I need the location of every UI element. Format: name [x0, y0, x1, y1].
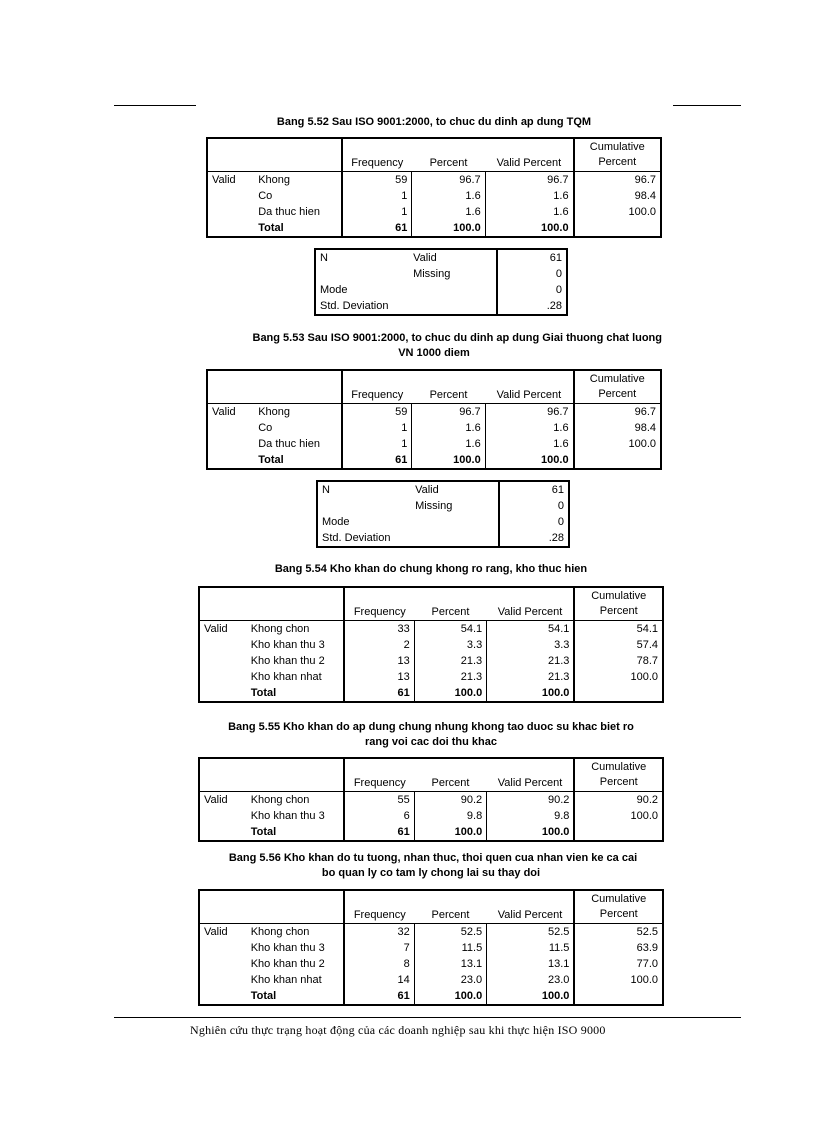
table-title-5-54: Bang 5.54 Kho khan do chung khong ro rang, kho thuc hien: [274, 563, 588, 575]
stat-missing-value: 0: [499, 498, 569, 514]
col-percent: Percent: [414, 587, 486, 621]
col-cumulative-percent: Cumulative Percent: [574, 890, 663, 924]
page-footer: Nghiên cứu thực trạng hoạt động của các doanh nghiệp sau khi thực hiện ISO 9000: [190, 1023, 606, 1037]
group-label: Valid: [212, 174, 236, 186]
frequency-table-5-54: [198, 586, 664, 703]
cell-cumulative-percent: 78.7: [574, 653, 663, 669]
table-row: [199, 653, 663, 669]
total-percent: 100.0: [414, 988, 486, 1005]
table-row: [199, 940, 663, 956]
cell-valid-percent: 96.7: [485, 404, 573, 421]
cell-cumulative-percent: 100.0: [574, 204, 661, 220]
group-label: Valid: [212, 406, 236, 418]
table-row: [207, 204, 661, 220]
stats-row-valid: [317, 481, 569, 498]
table-row: [199, 956, 663, 972]
cell-frequency: 55: [344, 792, 414, 809]
table-title-5-55-line2: rang voi cac doi thu khac: [364, 736, 498, 748]
stat-mode-value: 0: [499, 514, 569, 530]
table-row: [207, 404, 661, 421]
cell-valid-percent: 9.8: [487, 808, 575, 824]
total-percent: 100.0: [412, 452, 485, 469]
cell-cumulative-percent: 63.9: [574, 940, 663, 956]
cell-percent: 96.7: [412, 404, 485, 421]
table-header-row: [199, 890, 663, 924]
cell-frequency: 13: [344, 653, 414, 669]
cell-cumulative-percent: 52.5: [574, 924, 663, 941]
cell-valid-percent: 52.5: [487, 924, 575, 941]
stat-sd-label: Std. Deviation: [322, 532, 391, 544]
total-valid-percent: 100.0: [487, 824, 575, 841]
col-cumulative-percent: Cumulative Percent: [574, 370, 661, 404]
total-frequency: 61: [344, 988, 414, 1005]
col-percent: Percent: [414, 890, 486, 924]
cell-percent: 52.5: [414, 924, 486, 941]
row-label: Kho khan thu 2: [250, 655, 325, 667]
total-valid-percent: 100.0: [487, 685, 575, 702]
stats-row-sd: [315, 298, 567, 315]
table-title-5-53-line1: Bang 5.53 Sau ISO 9001:2000, to chuc du dinh ap dung Giai thuong chat luong: [252, 332, 662, 344]
row-label: Kho khan thu 3: [250, 942, 325, 954]
cell-percent: 9.8: [414, 808, 486, 824]
row-label: Co: [258, 190, 273, 202]
total-frequency: 61: [342, 220, 412, 237]
cell-cumulative-percent: 57.4: [574, 637, 663, 653]
cell-percent: 13.1: [414, 956, 486, 972]
table-header-row: [207, 370, 661, 404]
cell-valid-percent: 1.6: [485, 420, 573, 436]
table-row: [199, 924, 663, 941]
total-valid-percent: 100.0: [485, 220, 573, 237]
cell-frequency: 32: [344, 924, 414, 941]
table-row: [207, 436, 661, 452]
group-label: Valid: [204, 926, 228, 938]
total-label: Total: [250, 990, 277, 1002]
cell-percent: 21.3: [414, 653, 486, 669]
stats-row-missing: [317, 498, 569, 514]
footer-rule: [114, 1017, 741, 1018]
col-cumulative-percent: Cumulative Percent: [574, 758, 663, 792]
cell-valid-percent: 1.6: [485, 188, 573, 204]
stats-row-sd: [317, 530, 569, 547]
cell-valid-percent: 21.3: [487, 669, 575, 685]
table-row: [199, 621, 663, 638]
statistics-table-5-52: [314, 248, 568, 316]
cell-frequency: 1: [342, 420, 412, 436]
stat-sd-value: .28: [499, 530, 569, 547]
cell-frequency: 33: [344, 621, 414, 638]
cell-cumulative-percent: 100.0: [574, 436, 661, 452]
cell-cumulative-percent: 90.2: [574, 792, 663, 809]
col-valid-percent: Valid Percent: [487, 587, 575, 621]
row-label: Khong chon: [250, 926, 310, 938]
cell-frequency: 1: [342, 436, 412, 452]
col-cumulative-percent: Cumulative Percent: [574, 138, 661, 172]
table-row: [207, 188, 661, 204]
cell-percent: 90.2: [414, 792, 486, 809]
table-row: [207, 172, 661, 189]
cell-percent: 1.6: [412, 204, 485, 220]
frequency-table-5-55: [198, 757, 664, 842]
cell-cumulative-percent: 98.4: [574, 188, 661, 204]
stat-valid-value: 61: [497, 249, 567, 266]
total-frequency: 61: [344, 685, 414, 702]
cell-valid-percent: 1.6: [485, 204, 573, 220]
table-row: [199, 808, 663, 824]
col-frequency: Frequency: [344, 587, 414, 621]
cell-cumulative-percent: 98.4: [574, 420, 661, 436]
cell-cumulative-percent: 96.7: [574, 404, 661, 421]
cell-frequency: 59: [342, 172, 412, 189]
group-label: Valid: [204, 794, 228, 806]
group-label: Valid: [204, 623, 228, 635]
cell-valid-percent: 54.1: [487, 621, 575, 638]
cell-valid-percent: 23.0: [487, 972, 575, 988]
cell-cumulative-percent: 77.0: [574, 956, 663, 972]
table-total-row: [199, 824, 663, 841]
header-rule-left: [114, 105, 196, 106]
cell-percent: 1.6: [412, 436, 485, 452]
stats-row-valid: [315, 249, 567, 266]
total-valid-percent: 100.0: [487, 988, 575, 1005]
col-cumulative-percent: Cumulative Percent: [574, 587, 663, 621]
stat-sd-value: .28: [497, 298, 567, 315]
col-valid-percent: Valid Percent: [487, 758, 575, 792]
stat-mode-value: 0: [497, 282, 567, 298]
table-total-row: [199, 988, 663, 1005]
stat-missing-value: 0: [497, 266, 567, 282]
total-frequency: 61: [344, 824, 414, 841]
stats-row-missing: [315, 266, 567, 282]
col-frequency: Frequency: [344, 758, 414, 792]
row-label: Da thuc hien: [258, 206, 320, 218]
cell-percent: 96.7: [412, 172, 485, 189]
total-label: Total: [250, 687, 277, 699]
cell-frequency: 6: [344, 808, 414, 824]
cell-frequency: 14: [344, 972, 414, 988]
stat-sd-label: Std. Deviation: [320, 300, 389, 312]
table-total-row: [199, 685, 663, 702]
stat-valid-label: Valid: [413, 252, 437, 264]
frequency-table-5-56: [198, 889, 664, 1006]
row-label: Kho khan nhat: [250, 974, 322, 986]
cell-frequency: 7: [344, 940, 414, 956]
stat-mode-label: Mode: [320, 284, 348, 296]
stat-valid-value: 61: [499, 481, 569, 498]
cell-frequency: 1: [342, 188, 412, 204]
cell-percent: 21.3: [414, 669, 486, 685]
cell-valid-percent: 90.2: [487, 792, 575, 809]
total-label: Total: [250, 826, 277, 838]
cell-cumulative-percent: 100.0: [574, 669, 663, 685]
statistics-table-5-53: [316, 480, 570, 548]
cell-percent: 1.6: [412, 420, 485, 436]
cell-cumulative-percent: 96.7: [574, 172, 661, 189]
table-title-5-53-line2: VN 1000 diem: [398, 347, 470, 359]
cell-valid-percent: 3.3: [487, 637, 575, 653]
stats-row-mode: [317, 514, 569, 530]
col-valid-percent: Valid Percent: [485, 370, 573, 404]
col-frequency: Frequency: [342, 370, 412, 404]
cell-cumulative-percent: 100.0: [574, 972, 663, 988]
stat-valid-label: Valid: [415, 484, 439, 496]
row-label: Kho khan nhat: [250, 671, 322, 683]
cell-frequency: 2: [344, 637, 414, 653]
col-percent: Percent: [412, 138, 485, 172]
table-title-5-56-line1: Bang 5.56 Kho khan do tu tuong, nhan thuc, thoi quen cua nhan vien ke ca cai: [228, 852, 638, 864]
frequency-table-5-52: [206, 137, 662, 238]
row-label: Kho khan thu 2: [250, 958, 325, 970]
col-valid-percent: Valid Percent: [485, 138, 573, 172]
col-valid-percent: Valid Percent: [487, 890, 575, 924]
total-label: Total: [258, 222, 284, 234]
table-header-row: [199, 587, 663, 621]
total-valid-percent: 100.0: [485, 452, 573, 469]
row-label: Kho khan thu 3: [250, 810, 325, 822]
table-row: [207, 420, 661, 436]
total-percent: 100.0: [414, 824, 486, 841]
row-label: Khong: [258, 174, 291, 186]
table-title-5-55-line1: Bang 5.55 Kho khan do ap dung chung nhung khong tao duoc su khac biet ro: [228, 721, 634, 733]
row-label: Khong chon: [250, 794, 310, 806]
cell-percent: 11.5: [414, 940, 486, 956]
table-total-row: [207, 452, 661, 469]
cell-cumulative-percent: 100.0: [574, 808, 663, 824]
cell-frequency: 1: [342, 204, 412, 220]
cell-percent: 54.1: [414, 621, 486, 638]
cell-percent: 1.6: [412, 188, 485, 204]
row-label: Co: [258, 422, 273, 434]
row-label: Kho khan thu 3: [250, 639, 325, 651]
total-percent: 100.0: [412, 220, 485, 237]
stat-missing-label: Missing: [415, 500, 453, 512]
table-row: [199, 669, 663, 685]
total-percent: 100.0: [414, 685, 486, 702]
cell-percent: 23.0: [414, 972, 486, 988]
col-percent: Percent: [412, 370, 485, 404]
cell-valid-percent: 11.5: [487, 940, 575, 956]
row-label: Khong: [258, 406, 291, 418]
table-title-5-56-line2: bo quan ly co tam ly chong lai su thay doi: [321, 867, 541, 879]
cell-frequency: 13: [344, 669, 414, 685]
col-frequency: Frequency: [344, 890, 414, 924]
table-header-row: [199, 758, 663, 792]
table-header-row: [207, 138, 661, 172]
cell-frequency: 8: [344, 956, 414, 972]
cell-valid-percent: 13.1: [487, 956, 575, 972]
stat-mode-label: Mode: [322, 516, 350, 528]
table-row: [199, 972, 663, 988]
total-label: Total: [258, 454, 284, 466]
cell-cumulative-percent: 54.1: [574, 621, 663, 638]
cell-frequency: 59: [342, 404, 412, 421]
cell-valid-percent: 1.6: [485, 436, 573, 452]
total-frequency: 61: [342, 452, 412, 469]
table-row: [199, 637, 663, 653]
table-row: [199, 792, 663, 809]
col-percent: Percent: [414, 758, 486, 792]
frequency-table-5-53: [206, 369, 662, 470]
cell-valid-percent: 96.7: [485, 172, 573, 189]
col-frequency: Frequency: [342, 138, 412, 172]
stat-missing-label: Missing: [413, 268, 451, 280]
cell-percent: 3.3: [414, 637, 486, 653]
header-rule-right: [673, 105, 741, 106]
stats-row-mode: [315, 282, 567, 298]
row-label: Khong chon: [250, 623, 310, 635]
cell-valid-percent: 21.3: [487, 653, 575, 669]
table-total-row: [207, 220, 661, 237]
table-title-5-52: Bang 5.52 Sau ISO 9001:2000, to chuc du dinh ap dung TQM: [276, 116, 592, 128]
stat-n-label: N: [322, 484, 330, 496]
stat-n-label: N: [320, 252, 328, 264]
row-label: Da thuc hien: [258, 438, 320, 450]
